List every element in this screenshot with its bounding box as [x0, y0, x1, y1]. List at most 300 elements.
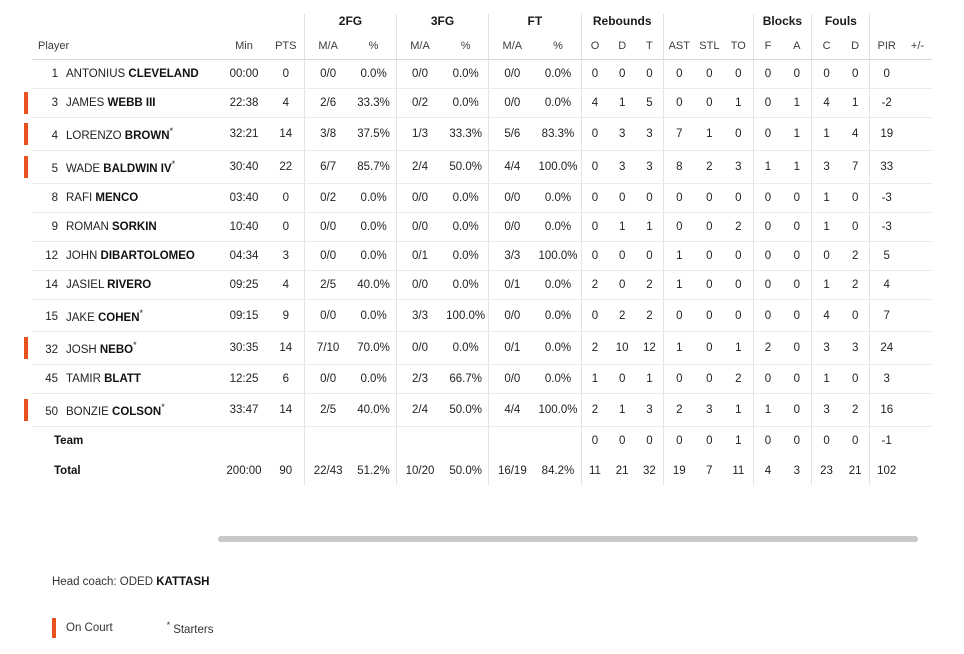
cell--: 0.0%	[535, 332, 581, 365]
cell-a: 0	[782, 60, 811, 89]
cell--: 0.0%	[351, 212, 396, 241]
cell-m-a: 0/0	[396, 270, 443, 299]
cell-a: 0	[782, 299, 811, 332]
player-cell[interactable]	[32, 394, 220, 427]
col-foul-d[interactable]: D	[841, 36, 870, 60]
player-cell[interactable]	[32, 60, 220, 89]
cell-to: 1	[724, 394, 753, 427]
cell-c: 3	[812, 150, 841, 183]
total-row	[32, 455, 932, 485]
cell-a: 0	[782, 241, 811, 270]
cell-m-a	[489, 427, 536, 456]
starter-star-icon: *	[161, 402, 165, 413]
cell-ast: 0	[663, 60, 694, 89]
player-first-name: TAMIR	[66, 373, 101, 386]
cell-m-a: 0/2	[396, 89, 443, 118]
cell-a: 1	[782, 118, 811, 151]
player-last-name: COHEN	[97, 311, 140, 324]
col-reb-o[interactable]: O	[581, 36, 608, 60]
cell-t: 0	[636, 60, 663, 89]
table-row[interactable]	[32, 60, 932, 89]
col-blk-a[interactable]: A	[782, 36, 811, 60]
cell-m-a: 4/4	[489, 394, 536, 427]
col-3fg-pct[interactable]: %	[443, 36, 489, 60]
cell-m-a: 1/3	[396, 118, 443, 151]
cell-min: 10:40	[220, 212, 267, 241]
starter-star-icon: *	[169, 126, 174, 136]
cell-d: 0	[608, 183, 635, 212]
cell-m-a: 0/1	[489, 332, 536, 365]
total-label: Total	[54, 465, 81, 478]
cell-stl: 0	[706, 435, 713, 448]
cell-stl: 0	[695, 270, 724, 299]
cell-pts: 0	[268, 183, 305, 212]
table-row[interactable]	[32, 241, 932, 270]
player-last-name: SORKIN	[112, 220, 157, 233]
cell--	[903, 118, 932, 151]
player-cell[interactable]	[32, 270, 220, 299]
col-reb-t[interactable]: T	[636, 36, 663, 60]
cell-to: 0	[724, 183, 753, 212]
cell-m-a: 0/0	[305, 60, 352, 89]
cell-d: 7	[841, 150, 870, 183]
player-first-name: JOHN	[66, 249, 98, 262]
cell-m-a: 0/0	[489, 89, 536, 118]
cell--: 100.0%	[535, 241, 581, 270]
cell--	[903, 427, 932, 456]
cell-m-a: 2/5	[305, 394, 352, 427]
cell-pir: 5	[870, 241, 903, 270]
cell-d: 0	[608, 241, 635, 270]
cell-t: 2	[636, 299, 663, 332]
column-header-row	[32, 36, 932, 60]
cell-to: 2	[724, 365, 753, 394]
cell-d: 2	[841, 270, 870, 299]
cell-stl: 0	[695, 89, 724, 118]
coach-first-name: ODED	[119, 576, 154, 588]
cell-m-a: 0/0	[489, 183, 536, 212]
player-number: 5	[51, 162, 58, 175]
cell-d: 2	[608, 299, 635, 332]
cell-a: 0	[793, 435, 801, 448]
cell-d: 0	[841, 183, 870, 212]
starter-star-icon: *	[133, 340, 137, 351]
player-last-name: BALDWIN IV	[103, 162, 172, 175]
table-row[interactable]	[32, 118, 932, 151]
cell--: 84.2%	[541, 465, 575, 478]
cell--: 50.0%	[443, 394, 489, 427]
cell--	[903, 455, 932, 485]
cell-ast: 1	[663, 241, 694, 270]
group-fouls: Fouls	[812, 14, 870, 36]
col-reb-d[interactable]: D	[608, 36, 635, 60]
legend-starters-label: Starters	[173, 623, 214, 636]
cell--	[351, 427, 396, 456]
cell-to: 0	[724, 270, 753, 299]
cell--: 0.0%	[535, 270, 581, 299]
table-row[interactable]	[32, 150, 932, 183]
col-foul-c[interactable]: C	[812, 36, 841, 60]
cell--: 0.0%	[443, 60, 489, 89]
cell-pir: 3	[870, 365, 903, 394]
cell-to: 0	[724, 118, 753, 151]
cell--: 33.3%	[443, 118, 489, 151]
player-first-name: RAFI	[66, 191, 93, 204]
horizontal-scrollbar[interactable]	[218, 536, 918, 542]
col-pir[interactable]: PIR	[870, 36, 903, 60]
cell-c: 3	[812, 332, 841, 365]
cell-o: 0	[581, 183, 608, 212]
cell-m-a: 2/4	[396, 150, 443, 183]
cell-o: 0	[581, 427, 608, 456]
cell-d: 21	[848, 465, 862, 478]
player-last-name: NEBO	[99, 344, 134, 357]
player-number: 8	[51, 191, 58, 204]
cell-c: 0	[812, 241, 841, 270]
scrollbar-thumb[interactable]	[218, 536, 918, 542]
cell--: 0.0%	[535, 60, 581, 89]
cell-a: 3	[793, 465, 801, 478]
cell-c: 4	[812, 299, 841, 332]
cell-d: 0	[618, 435, 626, 448]
cell-ast: 0	[663, 212, 694, 241]
cell-c: 3	[812, 394, 841, 427]
cell-m-a: 0/0	[396, 183, 443, 212]
cell--: 0.0%	[351, 60, 396, 89]
cell-m-a: 0/0	[305, 212, 352, 241]
group-rebounds: Rebounds	[581, 14, 663, 36]
cell-t: 0	[636, 241, 663, 270]
cell--	[903, 60, 932, 89]
cell-min: 30:35	[220, 332, 267, 365]
cell-m-a: 0/0	[489, 299, 536, 332]
cell-m-a: 0/0	[396, 212, 443, 241]
player-first-name: JAMES	[66, 97, 105, 109]
cell-pir: -3	[870, 183, 903, 212]
cell-d: 1	[608, 394, 635, 427]
player-last-name: CLEVELAND	[128, 68, 199, 80]
cell--: 50.0%	[449, 465, 482, 478]
player-number: 12	[45, 249, 58, 262]
cell-f: 0	[753, 365, 782, 394]
cell-pts: 14	[268, 332, 305, 365]
player-cell[interactable]	[32, 299, 220, 332]
cell--	[903, 394, 932, 427]
cell--: 100.0%	[443, 299, 489, 332]
table-row[interactable]	[32, 270, 932, 299]
cell-to: 1	[724, 332, 753, 365]
cell-c: 23	[812, 455, 841, 485]
cell--: 66.7%	[443, 365, 489, 394]
cell-o: 2	[581, 332, 608, 365]
cell-min: 22:38	[220, 89, 267, 118]
cell-a: 0	[782, 332, 811, 365]
cell-d: 4	[841, 118, 870, 151]
cell-a: 0	[782, 212, 811, 241]
cell-stl: 2	[695, 150, 724, 183]
cell--: 0.0%	[443, 241, 489, 270]
cell-t: 3	[636, 118, 663, 151]
cell-m-a	[305, 427, 352, 456]
cell-o: 0	[581, 60, 608, 89]
group-blank-2	[663, 14, 753, 36]
cell-d: 0	[608, 270, 635, 299]
cell-pts: 0	[268, 212, 305, 241]
player-cell[interactable]	[32, 183, 220, 212]
cell--	[903, 89, 932, 118]
cell-pir: -1	[870, 427, 903, 456]
cell-ast: 0	[663, 183, 694, 212]
cell-ast: 1	[663, 332, 694, 365]
col-2fg-pct[interactable]: %	[351, 36, 396, 60]
cell-m-a: 0/2	[305, 183, 352, 212]
cell-pts: 14	[268, 394, 305, 427]
cell-m-a: 4/4	[489, 150, 536, 183]
cell-stl: 0	[695, 241, 724, 270]
coach-label: Head coach:	[52, 576, 117, 588]
cell-c: 0	[812, 427, 841, 456]
player-last-name: DIBARTOLOMEO	[100, 249, 195, 262]
table-row[interactable]	[32, 394, 932, 427]
cell-pir: 24	[870, 332, 903, 365]
cell-pts: 0	[268, 60, 305, 89]
cell-stl: 0	[695, 183, 724, 212]
cell-d: 1	[841, 89, 870, 118]
col-stl[interactable]: STL	[695, 36, 724, 60]
cell-pir: -3	[870, 212, 903, 241]
col-ft-ma[interactable]: M/A	[489, 36, 536, 60]
cell-o: 0	[581, 241, 608, 270]
cell-min: 32:21	[220, 118, 267, 151]
col-ast[interactable]: AST	[663, 36, 694, 60]
table-row[interactable]	[32, 332, 932, 365]
player-cell[interactable]	[32, 89, 220, 118]
cell-m-a: 2/3	[396, 365, 443, 394]
cell-a: 0	[782, 270, 811, 299]
cell-a: 0	[782, 183, 811, 212]
table-row[interactable]	[32, 365, 932, 394]
cell-f: 0	[753, 118, 782, 151]
player-number: 14	[45, 278, 58, 291]
cell-o: 2	[581, 394, 608, 427]
player-cell[interactable]	[32, 150, 220, 183]
cell-ast: 0	[663, 299, 694, 332]
cell-pir: 4	[870, 270, 903, 299]
player-cell[interactable]	[32, 118, 220, 151]
cell-m-a: 10/20	[396, 455, 443, 485]
cell-t: 3	[636, 394, 663, 427]
legend-starters	[167, 620, 214, 636]
player-last-name: COLSON	[112, 406, 162, 419]
col-plusminus[interactable]: +/-	[903, 36, 932, 60]
cell-min: 09:15	[220, 299, 267, 332]
player-first-name: JAKE	[66, 311, 95, 324]
player-first-name: JASIEL	[66, 278, 104, 291]
cell--: 85.7%	[351, 150, 396, 183]
cell-t: 3	[636, 150, 663, 183]
table-row[interactable]	[32, 299, 932, 332]
cell-d: 1	[608, 89, 635, 118]
col-min[interactable]: Min	[220, 36, 267, 60]
cell--: 83.3%	[535, 118, 581, 151]
cell-m-a: 0/0	[305, 299, 352, 332]
cell-ast: 8	[663, 150, 694, 183]
player-number: 1	[51, 68, 58, 80]
cell-pir: 102	[870, 455, 903, 485]
player-last-name: BLATT	[104, 373, 141, 386]
cell-ast: 0	[663, 365, 694, 394]
player-number: 9	[51, 220, 58, 233]
cell-min: 30:40	[220, 150, 267, 183]
coach-last-name: KATTASH	[156, 576, 210, 588]
table-row[interactable]	[32, 212, 932, 241]
cell--: 33.3%	[351, 89, 396, 118]
group-blank-3	[870, 14, 932, 36]
cell-pts: 22	[268, 150, 305, 183]
cell-ast: 19	[663, 455, 694, 485]
cell-to: 0	[724, 60, 753, 89]
cell-o: 0	[581, 150, 608, 183]
cell-a: 1	[782, 89, 811, 118]
cell-m-a: 3/3	[489, 241, 536, 270]
cell-c: 1	[812, 212, 841, 241]
cell-f: 4	[753, 455, 782, 485]
cell-pts: 6	[268, 365, 305, 394]
cell-d: 10	[608, 332, 635, 365]
player-last-name: BROWN	[124, 129, 170, 142]
cell-d: 3	[608, 118, 635, 151]
player-cell[interactable]	[32, 212, 220, 241]
cell-o: 0	[581, 118, 608, 151]
player-cell[interactable]	[32, 365, 220, 394]
player-number: 15	[45, 311, 58, 324]
player-last-name: WEBB III	[107, 97, 156, 109]
col-player[interactable]: Player	[32, 36, 220, 60]
cell-m-a: 3/3	[396, 299, 443, 332]
cell-m-a: 22/43	[305, 455, 352, 485]
cell-d: 0	[608, 60, 635, 89]
cell-ast: 2	[663, 394, 694, 427]
cell--	[903, 332, 932, 365]
cell-d: 0	[841, 60, 870, 89]
cell-pir: 16	[870, 394, 903, 427]
cell-d: 1	[608, 212, 635, 241]
cell-o: 0	[581, 299, 608, 332]
table-row[interactable]	[32, 89, 932, 118]
cell-to: 2	[724, 212, 753, 241]
cell-t: 12	[636, 332, 663, 365]
cell-pts: 14	[268, 118, 305, 151]
cell-o: 4	[581, 89, 608, 118]
col-2fg-ma[interactable]: M/A	[305, 36, 352, 60]
cell-a: 0	[782, 394, 811, 427]
cell--: 0.0%	[535, 212, 581, 241]
cell-m-a: 0/0	[489, 365, 536, 394]
cell-pir: 7	[870, 299, 903, 332]
cell-min	[220, 427, 267, 456]
cell-min: 33:47	[220, 394, 267, 427]
cell-m-a: 2/6	[305, 89, 352, 118]
cell-m-a: 0/0	[305, 241, 352, 270]
col-ft-pct[interactable]: %	[535, 36, 581, 60]
cell-m-a: 7/10	[305, 332, 352, 365]
cell-d: 0	[851, 435, 859, 448]
col-blk-f[interactable]: F	[753, 36, 782, 60]
cell-stl: 1	[695, 118, 724, 151]
player-cell[interactable]	[32, 332, 220, 365]
cell--	[903, 241, 932, 270]
player-last-name: MENCO	[95, 191, 139, 204]
cell--: 37.5%	[351, 118, 396, 151]
cell-stl: 0	[695, 365, 724, 394]
cell--	[903, 365, 932, 394]
cell-m-a: 16/19	[489, 455, 536, 485]
oncourt-marker-icon	[52, 618, 56, 638]
cell-f: 0	[753, 270, 782, 299]
cell-m-a	[396, 427, 443, 456]
col-pts[interactable]: PTS	[268, 36, 305, 60]
cell--	[903, 270, 932, 299]
player-first-name: ROMAN	[66, 220, 109, 233]
cell-c: 1	[812, 365, 841, 394]
group-blank-1	[32, 14, 305, 36]
cell--: 0.0%	[443, 183, 489, 212]
cell--: 0.0%	[535, 183, 581, 212]
star-icon: *	[166, 620, 171, 631]
cell-f: 0	[753, 60, 782, 89]
group-ft: FT	[489, 14, 581, 36]
col-to[interactable]: TO	[724, 36, 753, 60]
cell--: 0.0%	[535, 299, 581, 332]
player-first-name: LORENZO	[66, 129, 122, 142]
cell-t: 0	[636, 183, 663, 212]
cell-c: 1	[812, 183, 841, 212]
cell--: 0.0%	[443, 332, 489, 365]
player-number: 50	[45, 406, 58, 419]
table-row[interactable]	[32, 183, 932, 212]
cell-d: 2	[841, 241, 870, 270]
player-cell[interactable]	[32, 241, 220, 270]
cell-pts: 4	[268, 270, 305, 299]
player-number: 3	[51, 97, 58, 109]
cell--: 0.0%	[535, 365, 581, 394]
cell-m-a: 0/0	[305, 365, 352, 394]
cell-m-a: 0/0	[396, 332, 443, 365]
cell-d: 0	[841, 212, 870, 241]
cell-o: 2	[581, 270, 608, 299]
cell-f: 0	[753, 183, 782, 212]
col-3fg-ma[interactable]: M/A	[396, 36, 443, 60]
cell-ast: 7	[663, 118, 694, 151]
cell-to: 3	[724, 150, 753, 183]
cell--	[443, 427, 489, 456]
legend	[52, 618, 213, 638]
cell-m-a: 5/6	[489, 118, 536, 151]
cell-f: 2	[753, 332, 782, 365]
group-header-row	[32, 14, 932, 36]
cell-o: 11	[581, 455, 608, 485]
player-first-name: BONZIE	[66, 406, 109, 419]
cell-m-a: 0/1	[489, 270, 536, 299]
cell--: 100.0%	[535, 394, 581, 427]
cell-f: 1	[753, 150, 782, 183]
cell--: 0.0%	[351, 299, 396, 332]
cell-to: 0	[724, 241, 753, 270]
player-first-name: ANTONIUS	[66, 68, 126, 80]
cell-c: 1	[812, 118, 841, 151]
cell-c: 1	[812, 270, 841, 299]
cell-c: 0	[812, 60, 841, 89]
